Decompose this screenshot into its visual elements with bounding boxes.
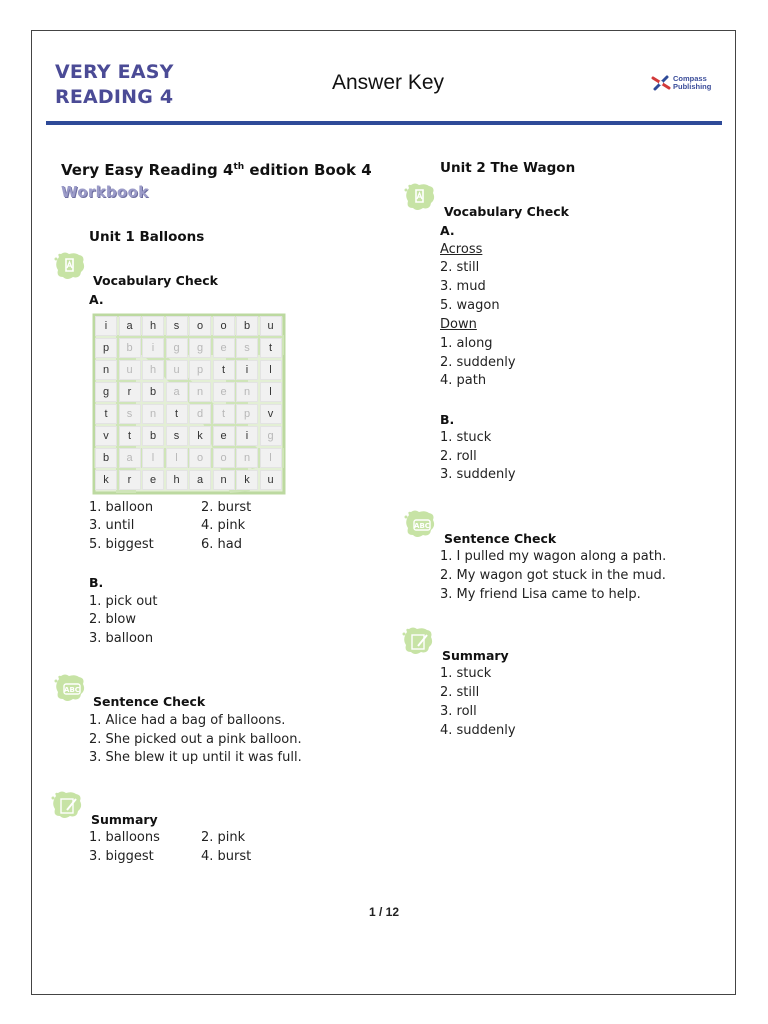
down-answer-3: 4. path xyxy=(440,373,487,388)
grid-letter: l xyxy=(142,448,164,468)
vocabulary-check-icon xyxy=(53,251,87,281)
sentence-2-unit-2: 2. My wagon got stuck in the mud. xyxy=(440,568,666,583)
across-answer-2: 3. mud xyxy=(440,279,486,294)
sentence-check-heading-unit-2: Sentence Check xyxy=(444,531,557,546)
grid-letter: e xyxy=(213,382,235,402)
grid-letter: u xyxy=(260,316,282,336)
grid-letter: l xyxy=(260,382,282,402)
grid-letter: h xyxy=(166,470,188,490)
grid-letter: p xyxy=(189,360,211,380)
grid-letter: e xyxy=(142,470,164,490)
grid-letter: l xyxy=(260,448,282,468)
grid-letter: o xyxy=(213,448,235,468)
grid-letter: t xyxy=(213,360,235,380)
grid-letter: s xyxy=(236,338,258,358)
sentence-check-icon xyxy=(403,509,437,539)
grid-letter: n xyxy=(95,360,117,380)
vocabulary-check-heading-unit-2: Vocabulary Check xyxy=(444,204,569,219)
grid-letter: o xyxy=(189,316,211,336)
grid-letter: s xyxy=(166,426,188,446)
answer-a-5: 5. biggest xyxy=(89,537,154,552)
grid-letter: e xyxy=(213,338,235,358)
down-label: Down xyxy=(440,317,477,332)
grid-letter: i xyxy=(236,360,258,380)
summary-answer-2: 2. pink xyxy=(201,830,246,845)
grid-letter: g xyxy=(189,338,211,358)
grid-letter: h xyxy=(142,316,164,336)
grid-letter: p xyxy=(95,338,117,358)
grid-letter: h xyxy=(142,360,164,380)
grid-letter: a xyxy=(119,448,141,468)
grid-letter: g xyxy=(166,338,188,358)
grid-letter: b xyxy=(142,382,164,402)
logo-line-1: VERY EASY xyxy=(55,61,174,83)
compass-star-icon xyxy=(651,74,671,92)
grid-letter: u xyxy=(119,360,141,380)
grid-letter: a xyxy=(119,316,141,336)
grid-letter: g xyxy=(260,426,282,446)
grid-letter: a xyxy=(189,470,211,490)
svg-text:ABC: ABC xyxy=(64,686,80,694)
grid-letter: i xyxy=(236,426,258,446)
publisher-logo xyxy=(651,74,711,92)
grid-letter: d xyxy=(189,404,211,424)
grid-letter: v xyxy=(260,404,282,424)
grid-letter: t xyxy=(213,404,235,424)
summary-answer-3-unit-2: 3. roll xyxy=(440,704,477,719)
part-a-label-unit-2: A. xyxy=(440,223,455,238)
summary-icon xyxy=(50,790,84,820)
book-title: Very Easy Reading 4th edition Book 4 xyxy=(61,161,372,179)
answer-b-2-unit-2: 2. roll xyxy=(440,449,477,464)
down-answer-1: 1. along xyxy=(440,336,493,351)
grid-letter: l xyxy=(166,448,188,468)
grid-letter: n xyxy=(142,404,164,424)
sentence-3-unit-2: 3. My friend Lisa came to help. xyxy=(440,587,641,602)
page-indicator: 1 / 12 xyxy=(368,905,400,919)
grid-letter: b xyxy=(236,316,258,336)
grid-letter: r xyxy=(119,382,141,402)
grid-letter: p xyxy=(236,404,258,424)
publisher-line-1: Compass xyxy=(673,74,707,83)
svg-text:ABC: ABC xyxy=(414,522,430,530)
part-a-label: A. xyxy=(89,292,104,307)
sentence-1-unit-2: 1. I pulled my wagon along a path. xyxy=(440,549,667,564)
grid-letter: b xyxy=(95,448,117,468)
grid-letter: t xyxy=(166,404,188,424)
down-answer-2: 2. suddenly xyxy=(440,355,516,370)
grid-letter: n xyxy=(213,470,235,490)
answer-b-2: 2. blow xyxy=(89,612,136,627)
summary-answer-4: 4. burst xyxy=(201,849,252,864)
answer-a-2: 2. burst xyxy=(201,500,252,515)
grid-letter: v xyxy=(95,426,117,446)
answer-a-3: 3. until xyxy=(89,518,135,533)
vocabulary-check-heading: Vocabulary Check xyxy=(93,273,218,288)
summary-answer-4-unit-2: 4. suddenly xyxy=(440,723,516,738)
grid-letter: r xyxy=(119,470,141,490)
logo-line-2: READING 4 xyxy=(55,86,174,108)
summary-heading-unit-2: Summary xyxy=(442,648,509,663)
sentence-2: 2. She picked out a pink balloon. xyxy=(89,732,302,747)
answer-b-1: 1. pick out xyxy=(89,594,158,609)
unit-2-title: Unit 2 The Wagon xyxy=(440,160,576,176)
grid-letter: l xyxy=(260,360,282,380)
sentence-1: 1. Alice had a bag of balloons. xyxy=(89,713,286,728)
part-b-label: B. xyxy=(89,575,104,590)
grid-letter: s xyxy=(166,316,188,336)
grid-letter: u xyxy=(166,360,188,380)
across-label: Across xyxy=(440,242,483,257)
workbook-label: Workbook xyxy=(61,183,149,201)
grid-letter: s xyxy=(119,404,141,424)
vocabulary-check-icon xyxy=(403,182,437,212)
grid-letter: b xyxy=(142,426,164,446)
grid-letter: t xyxy=(119,426,141,446)
answer-b-3-unit-2: 3. suddenly xyxy=(440,467,516,482)
sentence-check-heading: Sentence Check xyxy=(93,694,206,709)
grid-letter: t xyxy=(260,338,282,358)
summary-answer-2-unit-2: 2. still xyxy=(440,685,480,700)
grid-letter: k xyxy=(95,470,117,490)
series-logo xyxy=(55,60,174,110)
grid-letter: n xyxy=(189,382,211,402)
answer-b-3: 3. balloon xyxy=(89,631,154,646)
summary-answer-1-unit-2: 1. stuck xyxy=(440,666,492,681)
answer-b-1-unit-2: 1. stuck xyxy=(440,430,492,445)
part-b-label-unit-2: B. xyxy=(440,412,455,427)
grid-letter: o xyxy=(213,316,235,336)
header-divider xyxy=(46,121,722,125)
sentence-check-icon xyxy=(53,673,87,703)
answer-a-1: 1. balloon xyxy=(89,500,154,515)
answer-a-6: 6. had xyxy=(201,537,242,552)
grid-letter: i xyxy=(142,338,164,358)
answer-a-4: 4. pink xyxy=(201,518,246,533)
grid-letter: t xyxy=(95,404,117,424)
grid-letter: k xyxy=(236,470,258,490)
page-title: Answer Key xyxy=(332,71,445,94)
across-answer-3: 5. wagon xyxy=(440,298,500,313)
grid-letter: a xyxy=(166,382,188,402)
grid-letter: n xyxy=(236,448,258,468)
grid-letter: e xyxy=(213,426,235,446)
grid-letter: u xyxy=(260,470,282,490)
grid-letter: g xyxy=(95,382,117,402)
summary-answer-1: 1. balloons xyxy=(89,830,160,845)
summary-icon xyxy=(401,626,435,656)
sentence-3: 3. She blew it up until it was full. xyxy=(89,750,302,765)
grid-letter: o xyxy=(189,448,211,468)
grid-letter: i xyxy=(95,316,117,336)
grid-letter: b xyxy=(119,338,141,358)
summary-heading: Summary xyxy=(91,812,158,827)
grid-letter: k xyxy=(189,426,211,446)
unit-1-title: Unit 1 Balloons xyxy=(89,229,205,245)
summary-answer-3: 3. biggest xyxy=(89,849,154,864)
publisher-line-2: Publishing xyxy=(673,82,712,91)
grid-letter: n xyxy=(236,382,258,402)
across-answer-1: 2. still xyxy=(440,260,480,275)
